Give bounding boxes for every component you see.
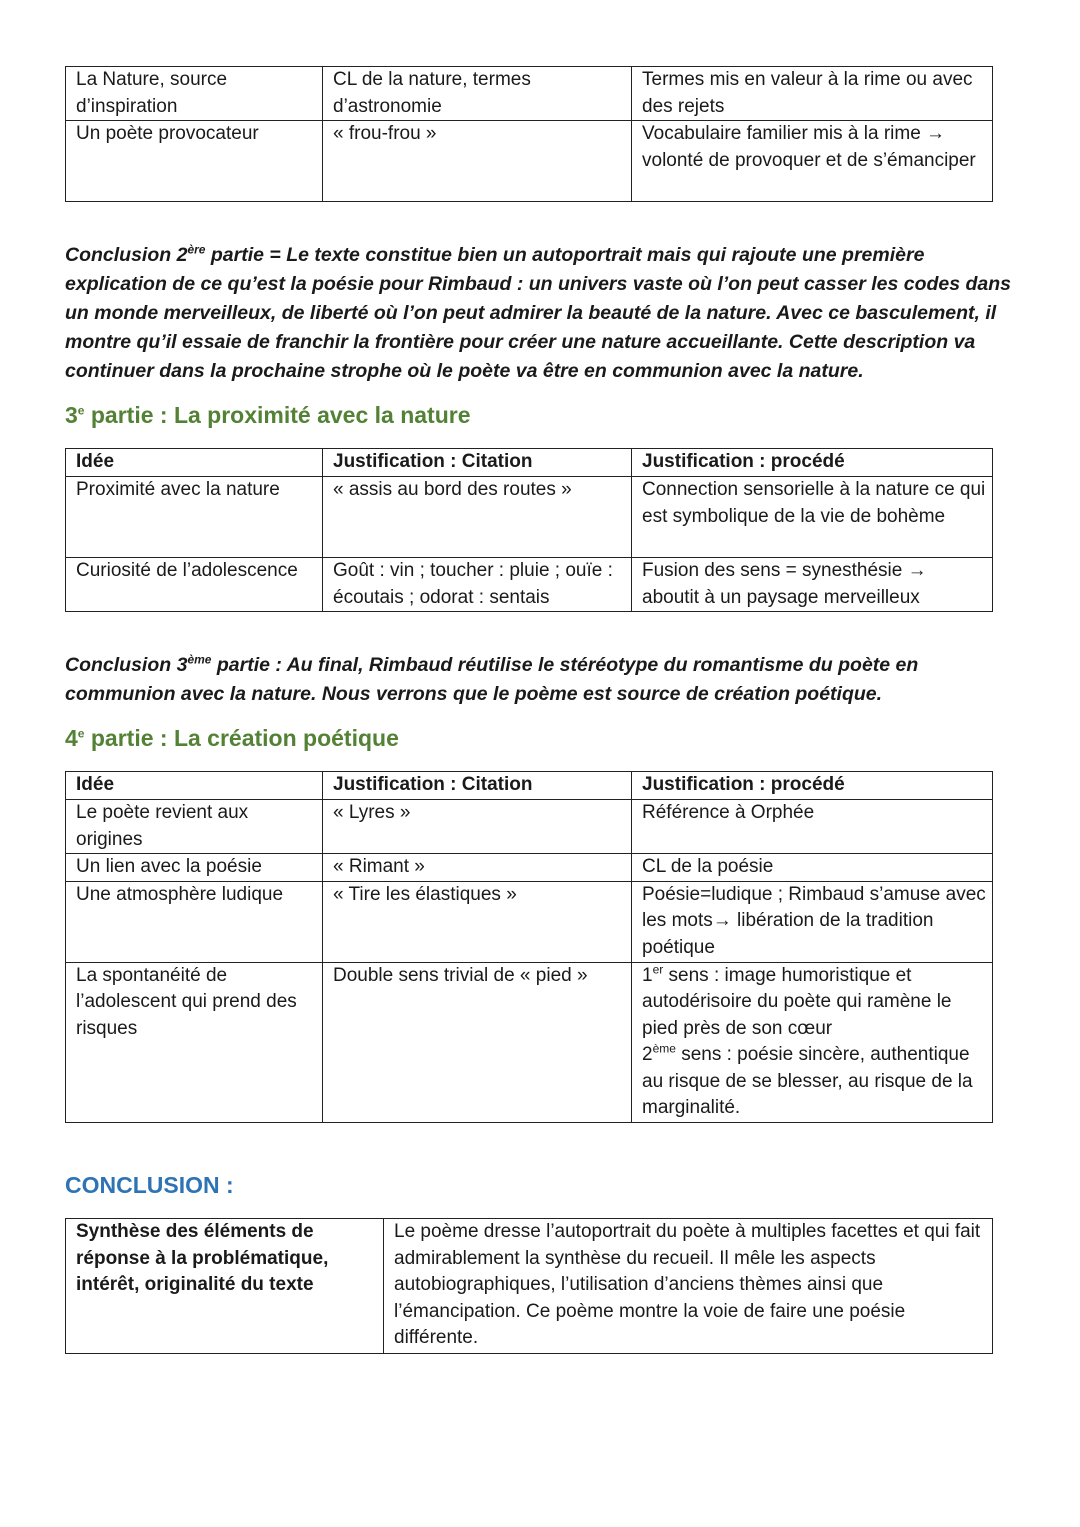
table-row	[66, 558, 993, 612]
cell-idea: Un lien avec la poésie	[66, 854, 323, 882]
header-procede: Justification : procédé	[632, 772, 993, 800]
table-row	[66, 477, 993, 558]
cell-citation: « frou-frou »	[323, 121, 632, 202]
cell-idea: La spontanéité de l’adolescent qui prend des risques	[66, 962, 323, 1122]
section-heading-part4	[65, 725, 399, 752]
section-title: partie : La proximité avec la nature	[84, 402, 471, 428]
section-title: partie : La création poétique	[84, 725, 399, 751]
synthesis-label: Synthèse des éléments de réponse à la problématique, intérêt, originalité du texte	[66, 1219, 384, 1354]
cell-citation: « Tire les élastiques »	[323, 881, 632, 962]
cell-procede: Fusion des sens = synesthésie → aboutit à un paysage merveilleux	[632, 558, 993, 612]
cell-idea: La Nature, source d’inspiration	[66, 67, 323, 121]
table-row	[66, 121, 993, 202]
cell-citation: « Lyres »	[323, 800, 632, 854]
table-header-row	[66, 449, 993, 477]
superscript: e	[77, 403, 85, 418]
ordinal-number: 2	[642, 1044, 653, 1065]
conclusion-part2	[65, 241, 1015, 386]
table-row	[66, 881, 993, 962]
procede-text: sens : image humoristique et autodérisoire du poète qui ramène le pied près de son cœur	[642, 964, 952, 1039]
conclusion-prefix: Conclusion 2	[65, 244, 188, 266]
cell-citation: CL de la nature, termes d’astronomie	[323, 67, 632, 121]
cell-idea: Un poète provocateur	[66, 121, 323, 202]
header-idea: Idée	[66, 772, 323, 800]
conclusion-part3	[65, 651, 1015, 709]
table-row	[66, 800, 993, 854]
cell-procede	[632, 962, 993, 1122]
section-number: 3	[65, 402, 78, 428]
superscript: ère	[187, 242, 206, 257]
table-header-row	[66, 772, 993, 800]
conclusion-heading: CONCLUSION :	[65, 1172, 234, 1198]
ordinal-number: 1	[642, 964, 653, 986]
cell-procede: CL de la poésie	[632, 854, 993, 882]
superscript: ème	[652, 1041, 676, 1056]
procede-text: sens : poésie sincère, authentique au risque de se blesser, au risque de la marginalité.	[642, 1044, 973, 1118]
cell-citation: « Rimant »	[323, 854, 632, 882]
cell-procede: Poésie=ludique ; Rimbaud s’amuse avec les mots→ libération de la tradition poétique	[632, 881, 993, 962]
superscript: e	[77, 726, 85, 741]
superscript: ème	[187, 652, 212, 667]
conclusion-text: partie = Le texte constitue bien un autoportrait mais qui rajoute une première explication de ce qu’est la poésie pour Rimbaud : un univers vaste où l’on peut casser les codes dans un monde merveilleux, de liberté où l’on peut admirer la beauté de la nature. Avec ce basculement, il montre qu’il essaie de franchir la frontière pour créer une nature accueillante. Cette description va continuer dans la prochaine strophe où le poète va être en communion avec la nature.	[65, 244, 1012, 382]
table-part4	[65, 771, 993, 1123]
header-idea: Idée	[66, 449, 323, 477]
table-row	[66, 962, 993, 1122]
superscript: er	[652, 962, 664, 977]
cell-procede: Référence à Orphée	[632, 800, 993, 854]
header-citation: Justification : Citation	[323, 772, 632, 800]
section-number: 4	[65, 725, 78, 751]
cell-idea: Curiosité de l’adolescence	[66, 558, 323, 612]
cell-idea: Une atmosphère ludique	[66, 881, 323, 962]
cell-citation: « assis au bord des routes »	[323, 477, 632, 558]
table-row	[66, 854, 993, 882]
procede-first-sense	[642, 963, 986, 1043]
cell-procede: Connection sensorielle à la nature ce qui est symbolique de la vie de bohème	[632, 477, 993, 558]
table-part2-continued	[65, 66, 993, 202]
table-conclusion	[65, 1218, 993, 1354]
section-heading-part3	[65, 402, 471, 429]
cell-idea: Proximité avec la nature	[66, 477, 323, 558]
conclusion-text: partie : Au final, Rimbaud réutilise le stéréotype du romantisme du poète en communion avec la nature. Nous verrons que le poème est source de création poétique.	[65, 654, 919, 705]
cell-citation: Goût : vin ; toucher : pluie ; ouïe : écoutais ; odorat : sentais	[323, 558, 632, 612]
cell-idea: Le poète revient aux origines	[66, 800, 323, 854]
synthesis-text: Le poème dresse l’autoportrait du poète à multiples facettes et qui fait admirablement la synthèse du recueil. Il mêle les aspects autobiographiques, l’utilisation d’anciens thèmes ainsi que l’émancipation. Ce poème montre la voie de faire une poésie différente.	[384, 1219, 993, 1354]
cell-procede: Termes mis en valeur à la rime ou avec des rejets	[632, 67, 993, 121]
procede-second-sense	[642, 1042, 986, 1122]
table-row	[66, 67, 993, 121]
cell-citation: Double sens trivial de « pied »	[323, 962, 632, 1122]
header-procede: Justification : procédé	[632, 449, 993, 477]
conclusion-prefix: Conclusion 3	[65, 654, 188, 676]
table-row	[66, 1219, 993, 1354]
header-citation: Justification : Citation	[323, 449, 632, 477]
cell-procede: Vocabulaire familier mis à la rime → volonté de provoquer et de s’émanciper	[632, 121, 993, 202]
table-part3	[65, 448, 993, 612]
